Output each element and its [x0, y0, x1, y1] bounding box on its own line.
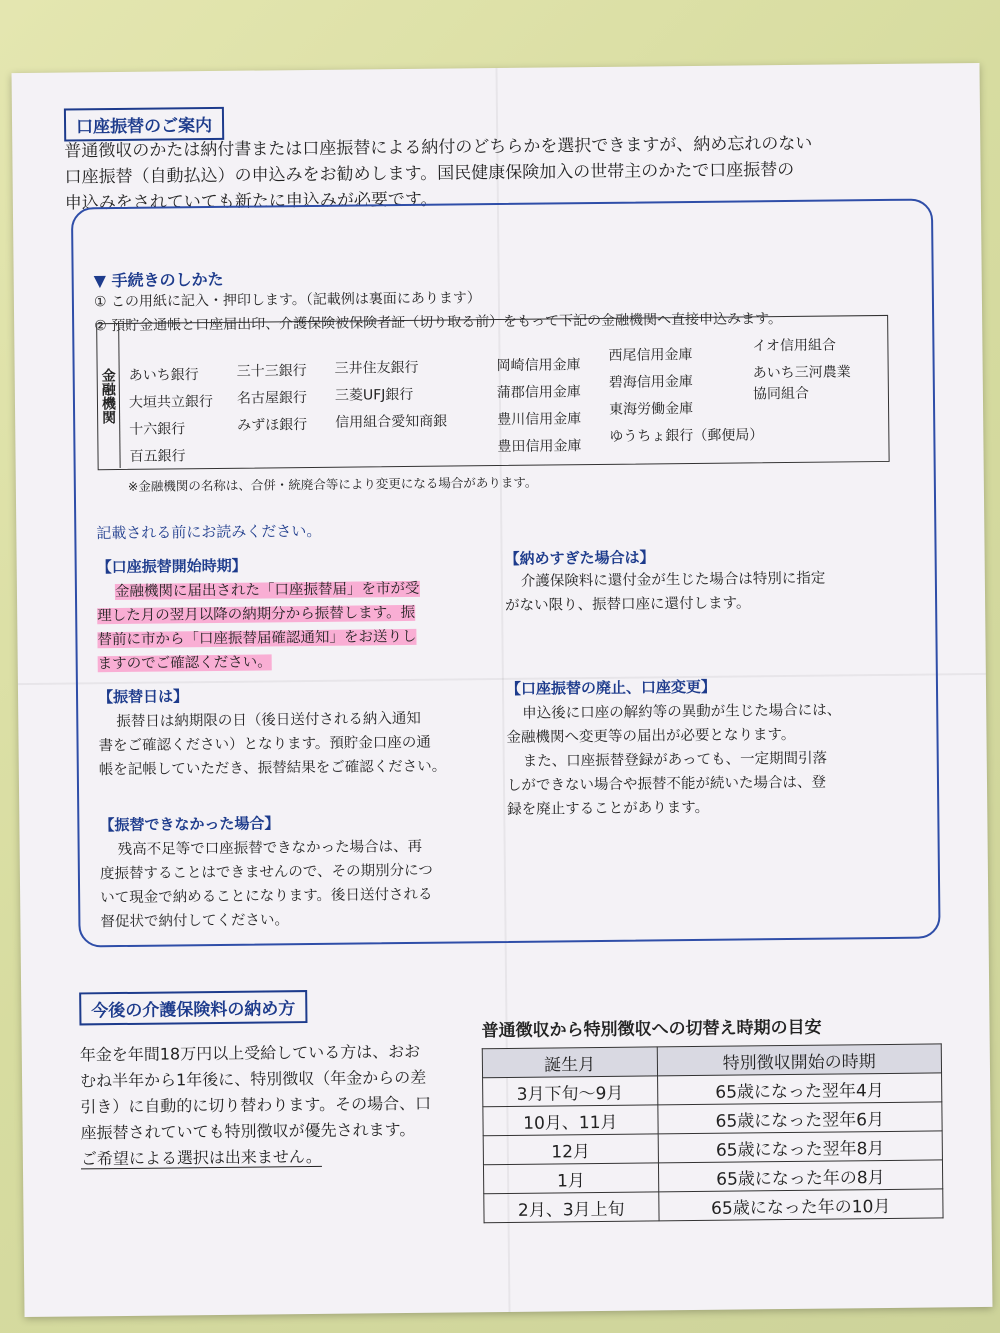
text-line: 金融機関へ変更等の届出が必要となります。	[506, 726, 796, 746]
table-row	[484, 1189, 943, 1223]
bank-item: 三井住友銀行	[334, 359, 419, 377]
text-line: 申込後に口座の解約等の異動が生じた場合には、	[522, 702, 842, 722]
bank-item: 岡崎信用金庫	[496, 357, 581, 375]
transfer-day-text	[98, 706, 499, 782]
highlighted-line: ますのでご確認ください。	[97, 654, 272, 673]
schedule-title: 普通徴収から特別徴収への切替え時期の目安	[481, 1017, 822, 1042]
bank-list-heading	[96, 323, 121, 468]
read-before-notice: 記載される前にお読みください。	[96, 521, 322, 543]
bank-item: 蒲郡信用金庫	[496, 384, 581, 402]
bank-item: 百五銀行	[129, 448, 186, 465]
section-title-abolish: 【口座振替の廃止、口座変更】	[505, 677, 717, 698]
table-cell: 12月	[483, 1134, 658, 1165]
table-cell: 2月、3月上旬	[484, 1192, 659, 1223]
bank-item: 十六銀行	[129, 421, 186, 438]
section-title-failed: 【振替できなかった場合】	[99, 814, 280, 835]
bank-item: ゆうちょ銀行（郵便局）	[609, 427, 764, 445]
table-cell: 65歳になった翌年8月	[658, 1131, 943, 1163]
overpaid-text	[505, 566, 915, 618]
highlighted-line: 金融機関に届出された「口座振替届」を市が受	[114, 580, 420, 601]
text-line: 引き）に自動的に切り替わります。その場合、口	[80, 1093, 432, 1117]
text-line: がない限り、振替口座に還付します。	[505, 595, 751, 614]
section-title-overpaid: 【納めすぎた場合は】	[504, 548, 655, 568]
bank-item: 東海労働金庫	[608, 400, 694, 418]
bank-note: ※金融機関の名称は、合併・統廃合等により変更になる場合があります。	[127, 474, 538, 494]
bank-item: 碧海信用金庫	[608, 373, 693, 391]
bank-item: あいち三河農業	[752, 364, 851, 382]
text-line: 座振替されていても特別徴収が優先されます。	[80, 1119, 416, 1143]
section-title-account-transfer: 口座振替のご案内	[64, 107, 224, 142]
start-timing-text	[97, 576, 498, 676]
text-line: いて現金で納めることになります。後日送付される	[100, 886, 433, 907]
highlighted-line: 理した月の翌月以降の納期分から振替します。振	[97, 604, 416, 625]
text-line: 残高不足等で口座振替できなかった場合は、再	[117, 838, 423, 859]
text-line: 帳を記帳していただき、振替結果をご確認ください。	[98, 758, 447, 779]
schedule-table	[482, 1043, 944, 1223]
bank-item: みずほ銀行	[237, 417, 308, 434]
text-line: むね半年から1年後に、特別徴収（年金からの差	[79, 1067, 427, 1091]
future-payment-text	[80, 1038, 461, 1172]
section-title-start-timing: 【口座振替開始時期】	[96, 556, 247, 577]
text-line: 書をご確認ください）となります。預貯金口座の通	[98, 734, 431, 755]
bank-item: 豊田信用金庫	[497, 438, 582, 456]
table-cell: 10月、11月	[483, 1105, 658, 1136]
bank-item: 三菱UFJ銀行	[334, 386, 414, 404]
text-line: 年金を年間18万円以上受給している方は、おお	[79, 1041, 421, 1065]
bank-heading-text: 金融機関	[99, 367, 117, 424]
text-line: しができない場合や振替不能が続いた場合は、登	[506, 774, 827, 794]
bank-item: あいち銀行	[128, 367, 199, 384]
text-line: 督促状で納付してください。	[100, 912, 289, 931]
table-header: 特別徴収開始の時期	[657, 1044, 942, 1076]
table-cell: 65歳になった年の10月	[658, 1189, 943, 1221]
table-header: 誕生月	[482, 1047, 657, 1078]
bank-item: 三十三銀行	[236, 363, 307, 380]
bank-item: 大垣共立銀行	[128, 394, 214, 411]
text-line: 録を廃止することがあります。	[507, 799, 710, 818]
failed-text	[100, 834, 501, 934]
bank-item: イオ信用組合	[752, 337, 837, 355]
intro-line: 普通徴収のかたは納付書または口座振替による納付のどちらかを選択できますが、納め忘れのない	[64, 133, 813, 162]
section-title-transfer-day: 【振替日は】	[97, 687, 189, 707]
procedure-step: ② 預貯金通帳と口座届出印、介護保険被保険者証（切り取る前）をもって下記の金融機関へ直接申込みます。	[94, 311, 783, 335]
table-cell: 65歳になった翌年4月	[657, 1073, 942, 1105]
highlighted-line: 替前に市から「口座振替届確認通知」をお送りし	[97, 628, 417, 649]
bank-item: 豊川信用金庫	[497, 411, 582, 429]
section-title-future-payment: 今後の介護保険料の納め方	[79, 990, 307, 1025]
table-cell: 3月下旬～9月	[483, 1076, 658, 1107]
underlined-notice: ご希望による選択は出来ません。	[80, 1146, 322, 1169]
text-line: 度振替することはできませんので、その期別分につ	[99, 862, 433, 883]
bank-item: 西尾信用金庫	[608, 346, 693, 364]
procedure-step: ① この用紙に記入・押印します。（記載例は裏面にあります）	[93, 290, 481, 311]
table-cell: 1月	[483, 1163, 658, 1194]
text-line: また、口座振替登録があっても、一定期間引落	[522, 750, 828, 770]
document-sheet	[12, 63, 993, 1317]
intro-line: 申込みをされていても新たに申込みが必要です。	[64, 189, 438, 214]
procedure-title: ▼ 手続きのしかた	[93, 269, 224, 291]
bank-item: 協同組合	[752, 385, 809, 403]
text-line: 介護保険料に還付金が生じた場合は特別に指定	[520, 570, 826, 590]
bank-item: 信用組合愛知商銀	[335, 413, 448, 431]
intro-line: 口座振替（自動払込）の申込みをお勧めします。国民健康保険加入の世帯主のかたで口座振替の	[64, 159, 795, 188]
table-cell: 65歳になった翌年6月	[657, 1102, 942, 1134]
table-cell: 65歳になった年の8月	[658, 1160, 943, 1192]
abolish-text	[506, 698, 917, 822]
text-line: 振替日は納期限の日（後日送付される納入通知	[116, 710, 421, 731]
bank-item: 名古屋銀行	[236, 390, 308, 407]
